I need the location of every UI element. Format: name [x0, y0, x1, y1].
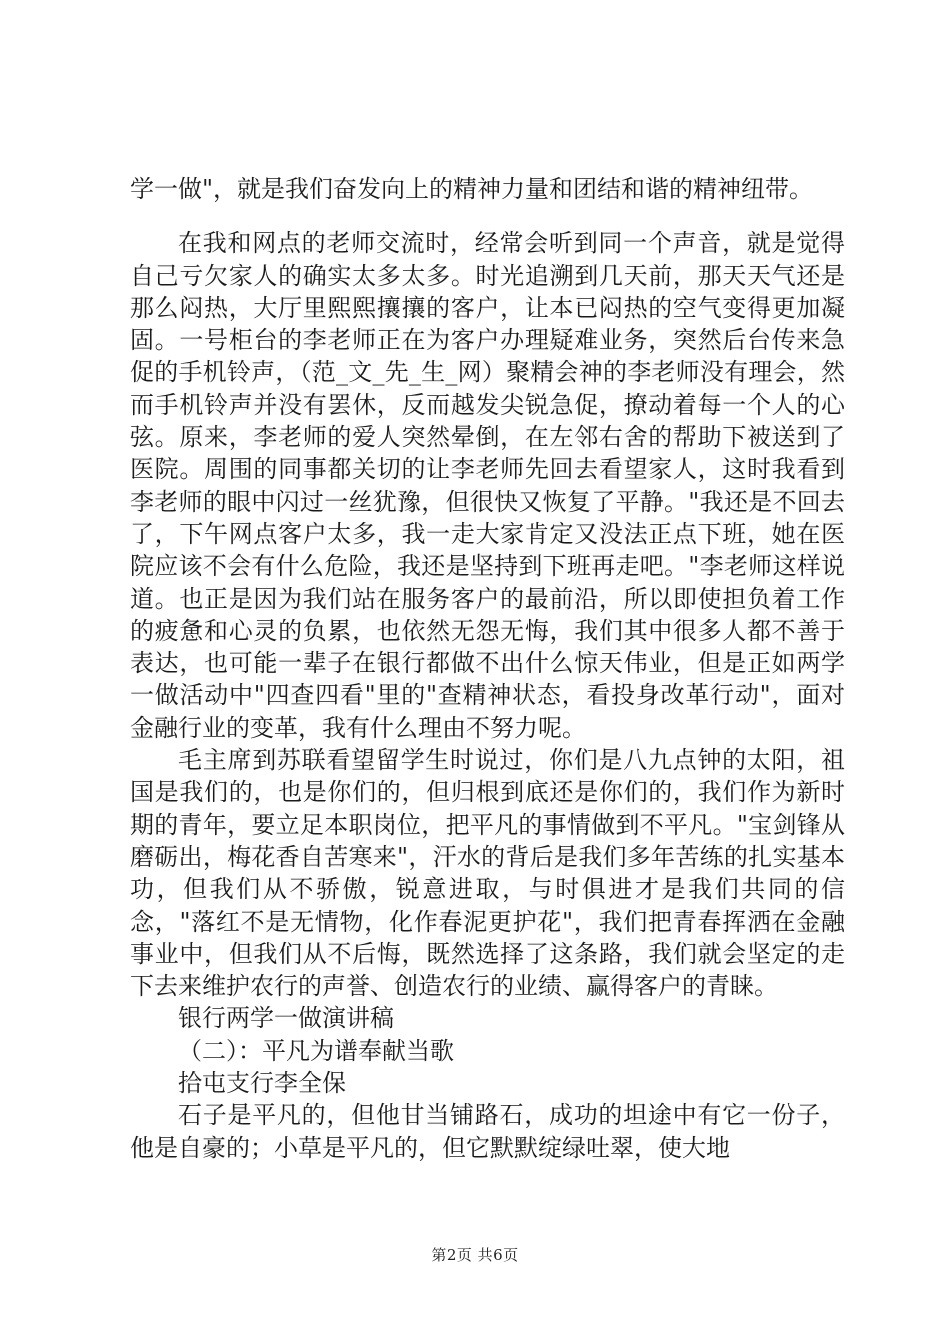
- section-subtitle: （二）：平凡为谱奉献当歌: [178, 1036, 454, 1065]
- paragraph-teacher-story: 在我和网点的老师交流时，经常会听到同一个声音，就是觉得自己亏欠家人的确实太多太多。时光追溯到几天前，那天天气还是那么闷热，大厅里熙熙攘攘的客户，让本已闷热的空气变得更加凝固。一号柜台的李老师正在为客户办理疑难业务，突然后台传来急促的手机铃声，（范_文_先_生_网）聚精会神的李老师没有理会，然而手机铃声并没有罢休，反而越发尖锐急促，撩动着每一个人的心弦。原来，李老师的爱人突然晕倒，在左邻右舍的帮助下被送到了医院。周围的同事都关切的让李老师先回去看望家人，这时我看到李老师的眼中闪过一丝犹豫，但很快又恢复了平静。"我还是不回去了，下午网点客户太多，我一走大家肯定又没法正点下班，她在医院应该不会有什么危险，我还是坚持到下班再走吧。"李老师这样说道。也正是因为我们站在服务客户的最前沿，所以即使担负着工作的疲惫和心灵的负累，也依然无怨无悔，我们其中很多人都不善于表达，也可能一辈子在银行都做不出什么惊天伟业，但是正如两学一做活动中"四查四看"里的"查精神状态，看投身改革行动"，面对金融行业的变革，我有什么理由不努力呢。: [130, 229, 845, 742]
- author-line: 拾屯支行李全保: [178, 1069, 346, 1098]
- paragraph-continuation: 学一做"，就是我们奋发向上的精神力量和团结和谐的精神纽带。: [130, 175, 814, 203]
- page-number-footer: 第2页 共6页: [431, 1246, 519, 1264]
- paragraph-gap: [130, 205, 845, 227]
- section-title: 银行两学一做演讲稿: [178, 1004, 394, 1033]
- document-body: [130, 173, 845, 1164]
- paragraph-stone-grass: 石子是平凡的，但他甘当铺路石，成功的坦途中有它一份子，他是自豪的；小草是平凡的，但它默默绽绿吐翠，使大地: [130, 1101, 845, 1162]
- paragraph-youth-mission: 毛主席到苏联看望留学生时说过，你们是八九点钟的太阳，祖国是我们的，也是你们的，但归根到底还是你们的，我们作为新时期的青年，要立足本职岗位，把平凡的事情做到不平凡。"宝剑锋从磨砺出，梅花香自苦寒来"，汗水的背后是我们多年苦练的扎实基本功，但我们从不骄傲，锐意进取，与时俱进才是我们共同的信念，"落红不是无情物，化作春泥更护花"，我们把青春挥洒在金融事业中，但我们从不后悔，既然选择了这条路，我们就会坚定的走下去来维护农行的声誉、创造农行的业绩、赢得客户的青睐。: [130, 746, 845, 1001]
